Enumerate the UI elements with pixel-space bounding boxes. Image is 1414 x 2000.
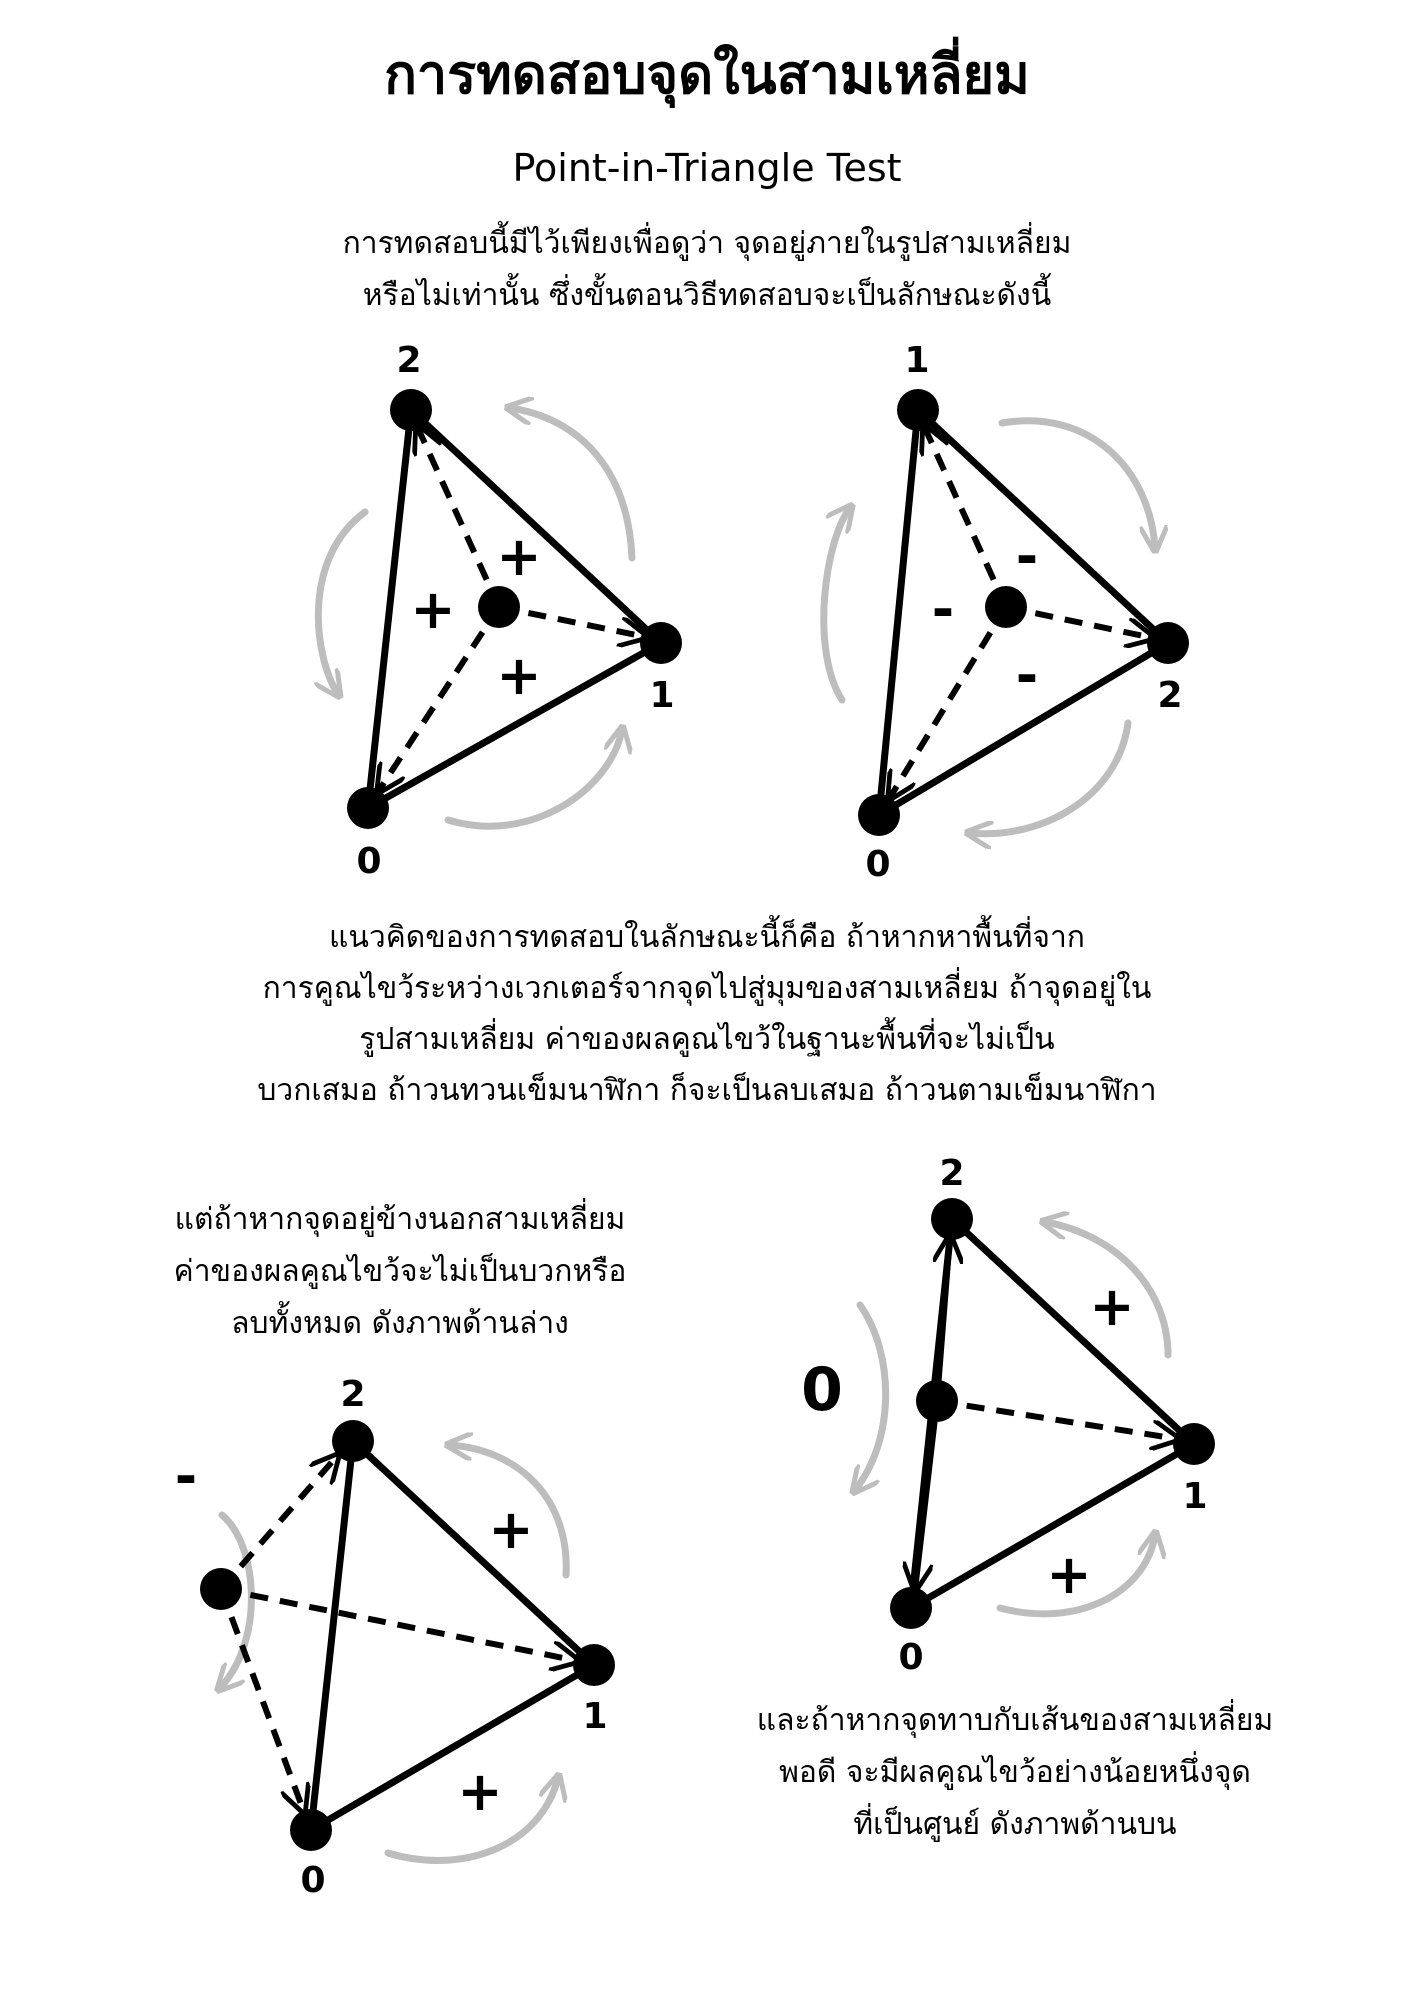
vertex-label-0: 0 [300,1860,326,1901]
vertex-label-0: 0 [898,1637,924,1678]
outside-note: แต่ถ้าหากจุดอยู่ข้างนอกสามเหลี่ยม ค่าของผลคูณไขว้จะไม่เป็นบวกหรือ ลบทั้งหมด ดังภาพด้านล่าง [173,1202,627,1341]
concept-paragraph: แนวคิดของการทดสอบในลักษณะนี้ก็คือ ถ้าหากหาพื้นที่จาก การคูณไขว้ระหว่างเวกเตอร์จากจุดไปสู่มุมของสามเหลี่ยม ถ้าจุดอยู่ใน รูปสามเหลี่ยม ค่าของผลคูณไขว้ในฐานะพื้นที่จะไม่เป็น บวกเสมอ ถ้าวนทวนเข็มนาฬิกา ก็จะเป็นลบเสมอ ถ้าวนตามเข็มนาฬิกา [257,920,1157,1108]
vertex-2 [1147,622,1189,664]
vertex-1 [640,622,682,664]
vertex-label-1: 1 [1182,1476,1208,1517]
sign-top: + [496,525,542,588]
vertex-label-2: 2 [396,340,422,381]
vertex-label-2: 2 [1157,675,1183,716]
intro-paragraph: การทดสอบนี้มีไว้เพียงเพื่อดูว่า จุดอยู่ภายในรูปสามเหลี่ยม หรือไม่เท่านั้น ซึ่งขั้นตอนวิธีทดสอบจะเป็นลักษณะดังนี้ [342,226,1072,313]
vertex-0 [347,787,389,829]
vertex-1 [897,389,939,431]
inner-point [985,586,1027,628]
vertex-1 [1173,1423,1215,1465]
vertex-0 [890,1587,932,1629]
sign-left: - [174,1445,198,1508]
vertex-0 [858,794,900,836]
sign-bottom: + [496,644,542,707]
vertex-2 [332,1420,374,1462]
vertex-label-2: 2 [939,1153,965,1194]
vertex-label-2: 2 [340,1374,366,1415]
vertex-label-1: 1 [904,340,930,381]
diagram-on-edge [801,1153,1215,1678]
edge-point [916,1380,958,1422]
vertex-label-0: 0 [865,844,891,885]
page-subtitle: Point-in-Triangle Test [512,146,902,190]
vertex-2 [390,389,432,431]
diagram-ccw-inside [318,340,682,882]
outer-point [200,1568,242,1610]
vertex-label-0: 0 [356,841,382,882]
vertex-label-1: 1 [649,675,675,716]
sign-bottom: - [1015,644,1039,707]
inner-point [478,586,520,628]
on-edge-note: และถ้าหากจุดทาบกับเส้นของสามเหลี่ยม พอดี จะมีผลคูณไขว้อย่างน้อยหนึ่งจุด ที่เป็นศูนย์ ดังภาพด้านบน [756,1703,1274,1842]
diagram-cw-inside [824,340,1189,885]
sign-zero: 0 [801,1355,843,1425]
sign-left: + [410,578,456,641]
sign-right: + [488,1498,534,1561]
sign-bottom: + [457,1760,503,1823]
sign-left: - [931,578,955,641]
vertex-2 [931,1198,973,1240]
diagram-outside [175,1374,615,1901]
vertex-0 [290,1809,332,1851]
sign-top: - [1015,525,1039,588]
sign-right: + [1089,1275,1135,1338]
sign-bottom: + [1046,1543,1092,1606]
vertex-1 [573,1644,615,1686]
page-title: การทดสอบจุดในสามเหลี่ยม [384,43,1030,106]
vertex-label-1: 1 [582,1696,608,1737]
vector-arrows [937,1401,1178,1439]
